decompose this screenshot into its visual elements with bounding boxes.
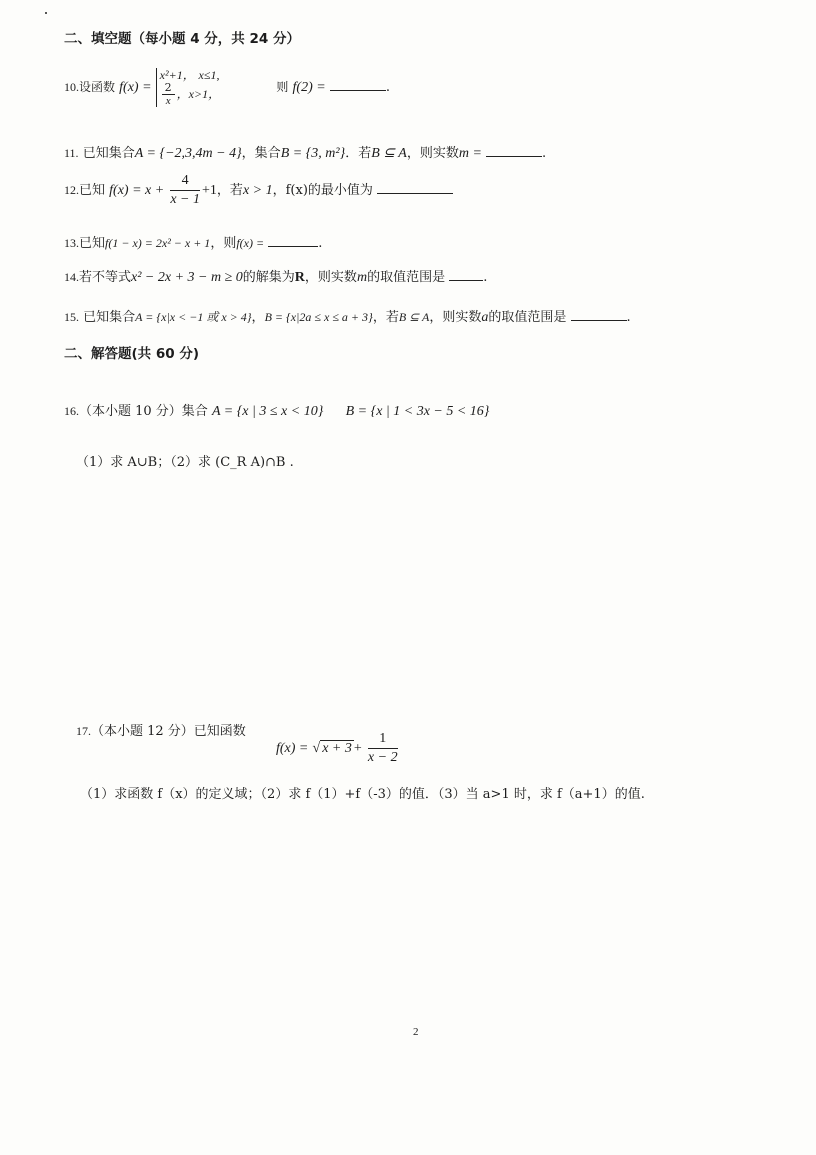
page-number: 2 bbox=[413, 1026, 419, 1038]
question-12: 12.已知 f(x) = x + $\frac{4}{x - 1}$ +1，若x > 1，f(x)的最小值为 bbox=[64, 172, 453, 212]
answer-blank-11[interactable] bbox=[486, 142, 542, 157]
answer-blank-10[interactable] bbox=[330, 76, 386, 91]
question-15: 15. 已知集合A = {x|x < −1 或 x > 4}，B = {x|2a ≤ x ≤ a + 3}，若B ⊆ A，则实数a的取值范围是 . bbox=[64, 306, 631, 327]
question-10: 10.设函数 f(x) = x²+1， x≤1, $\frac{2}{x}$ ，x>1， 则 f(2) = . bbox=[64, 68, 390, 107]
answer-blank-14[interactable] bbox=[449, 266, 483, 281]
scan-speck bbox=[45, 12, 47, 14]
fraction-4-over-x-minus-1: $\frac{4}{x - 1}$ bbox=[170, 173, 201, 207]
answer-blank-15[interactable] bbox=[571, 306, 627, 321]
piecewise-function: x²+1， x≤1, $\frac{2}{x}$ ，x>1， bbox=[156, 68, 220, 107]
fraction-1-over-x-minus-2: $\frac{1}{x - 2}$ bbox=[367, 731, 398, 765]
section-heading-answer: 二、解答题(共 60 分) bbox=[64, 346, 200, 362]
question-11: 11. 已知集合A = {−2,3,4m − 4}，集合B = {3, m²}．若B ⊆ A，则实数m = . bbox=[64, 142, 546, 163]
question-16-subparts: （1）求 A∪B；（2）求 (C_R A)∩B . bbox=[76, 455, 294, 470]
answer-blank-12[interactable] bbox=[377, 179, 453, 194]
question-14: 14.若不等式x² − 2x + 3 − m ≥ 0的解集为R，则实数m的取值范围是 . bbox=[64, 266, 487, 287]
question-17-subparts: （1）求函数 f（x）的定义域；（2）求 f（1）+f（-3）的值．（3）当 a>1 时，求 f（a+1）的值. bbox=[80, 787, 645, 802]
question-13: 13.已知f(1 − x) = 2x² − x + 1，则f(x) = . bbox=[64, 232, 322, 253]
question-16: 16.（本小题 10 分）集合 A = {x | 3 ≤ x < 10} B = {x | 1 < 3x − 5 < 16} bbox=[64, 404, 490, 419]
question-17-function: f(x) = √ x + 3 + $\frac{1}{x - 2}$ bbox=[276, 731, 398, 765]
section-heading-fill: 二、填空题（每小题 4 分，共 24 分） bbox=[64, 31, 300, 47]
answer-blank-13[interactable] bbox=[268, 232, 318, 247]
question-17: 17.（本小题 12 分）已知函数 bbox=[76, 724, 246, 739]
